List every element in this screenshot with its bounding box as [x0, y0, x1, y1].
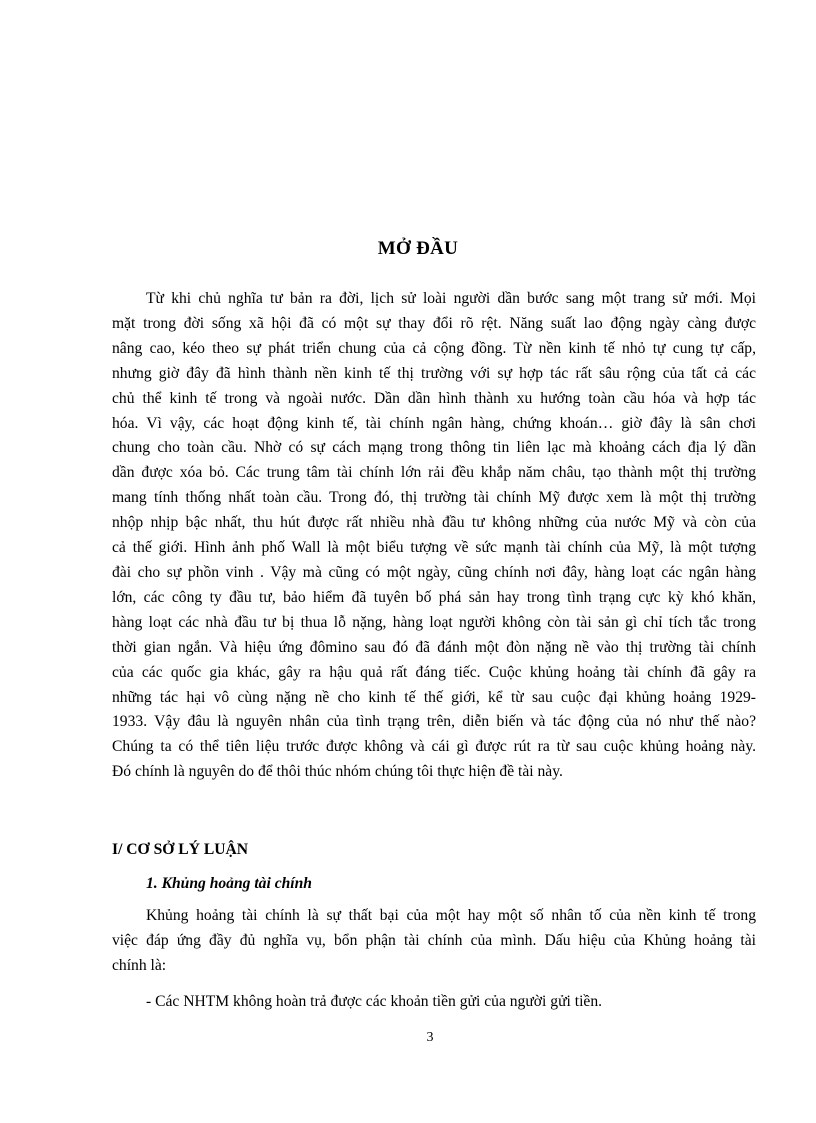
paragraph-line: hóa. Vì vậy, các hoạt động kinh tế, tài chính ngân hàng, chứng khoán… giờ đây là sân chơi [112, 414, 756, 432]
paragraph-line: mặt trong đời sống xã hội đã có một sự thay đổi rõ rệt. Năng suất lao động ngày càng được [112, 314, 756, 332]
page-title: MỞ ĐẦU [377, 238, 459, 259]
paragraph-line: cả thế giới. Hình ảnh phố Wall là một biểu tượng về sức mạnh tài chính của Mỹ, là một tượng [112, 539, 756, 557]
paragraph-line: Từ khi chủ nghĩa tư bản ra đời, lịch sử loài người dần bước sang một trang sử mới. Mọi [146, 290, 756, 307]
paragraph-line: nhộp nhịp bậc nhất, thu hút được rất nhiều nhà đầu tư không những của nước Mỹ và còn của [112, 514, 756, 532]
paragraph-line: việc đáp ứng đầy đủ nghĩa vụ, bổn phận tài chính của mình. Dấu hiệu của Khủng hoảng tài [112, 931, 756, 949]
paragraph-line: mang tính thống nhất toàn cầu. Trong đó, thị trường tài chính Mỹ được xem là một thị trường [112, 489, 756, 507]
paragraph-line: chung cho toàn cầu. Nhờ có sự cách mạng trong thông tin liên lạc mà khoảng cách địa lý dần [112, 439, 756, 457]
paragraph-line: của các quốc gia khác, gây ra hậu quả rất đáng tiếc. Cuộc khủng hoảng tài chính đã gây ra [112, 663, 756, 681]
paragraph-line: 1933. Vậy đâu là nguyên nhân của tình trạng trên, diễn biến và tác động của nó như thế nào? [112, 713, 756, 731]
paragraph-line: thời gian ngắn. Và hiệu ứng đômino sau đó đã đánh một đòn nặng nề vào thị trường tài chính [112, 638, 756, 656]
sub-heading: 1. Khủng hoảng tài chính [146, 875, 312, 892]
paragraph-line: nhưng giờ đây đã hình thành nền kinh tế thị trường với sự hợp tác rất sâu rộng của tất cả các [112, 364, 756, 382]
paragraph-line: nâng cao, kéo theo sự phát triển chung của cả cộng đồng. Từ nền kinh tế nhỏ tự cung tự cấp, [112, 339, 756, 357]
section-heading: I/ CƠ SỞ LÝ LUẬN [112, 841, 249, 858]
bullet-item: - Các NHTM không hoàn trả được các khoản tiền gửi của người gửi tiền. [146, 993, 603, 1010]
intro-paragraph [112, 287, 756, 785]
paragraph-line: hàng loạt các nhà đầu tư bị thua lỗ nặng, hàng loạt người không còn tài sản gì chỉ tích tắc trong [112, 613, 756, 631]
paragraph-line: Đó chính là nguyên do để thôi thúc nhóm chúng tôi thực hiện đề tài này. [112, 763, 563, 781]
definition-paragraph [112, 904, 756, 979]
paragraph-line: Chúng ta có thể tiên liệu trước được không và cái gì được rút ra từ sau cuộc khủng hoảng này. [112, 738, 756, 756]
paragraph-line: những tác hại vô cùng nặng nề cho kinh tế thế giới, kể từ sau cuộc đại khủng hoảng 1929- [112, 688, 756, 706]
paragraph-line: chủ thể kinh tế trong và ngoài nước. Dần dần hình thành xu hướng toàn cầu hóa và hợp tác [112, 389, 756, 407]
paragraph-line: dần được xóa bỏ. Các trung tâm tài chính lớn rải đều khắp năm châu, tạo thành một thị trường [112, 464, 756, 482]
paragraph-line: Khủng hoảng tài chính là sự thất bại của một hay một số nhân tố của nền kinh tế trong [146, 907, 756, 924]
paragraph-line: lớn, các công ty đầu tư, bảo hiểm đã tuyên bố phá sản hay trong tình trạng cực kỳ khó khăn, [112, 588, 756, 606]
paragraph-line: đài cho sự phồn vinh . Vậy mà cũng có một ngày, cũng chính nơi đây, hàng loạt các ngân hàng [112, 563, 756, 581]
page-number: 3 [426, 1030, 434, 1045]
paragraph-line: chính là: [112, 956, 167, 974]
